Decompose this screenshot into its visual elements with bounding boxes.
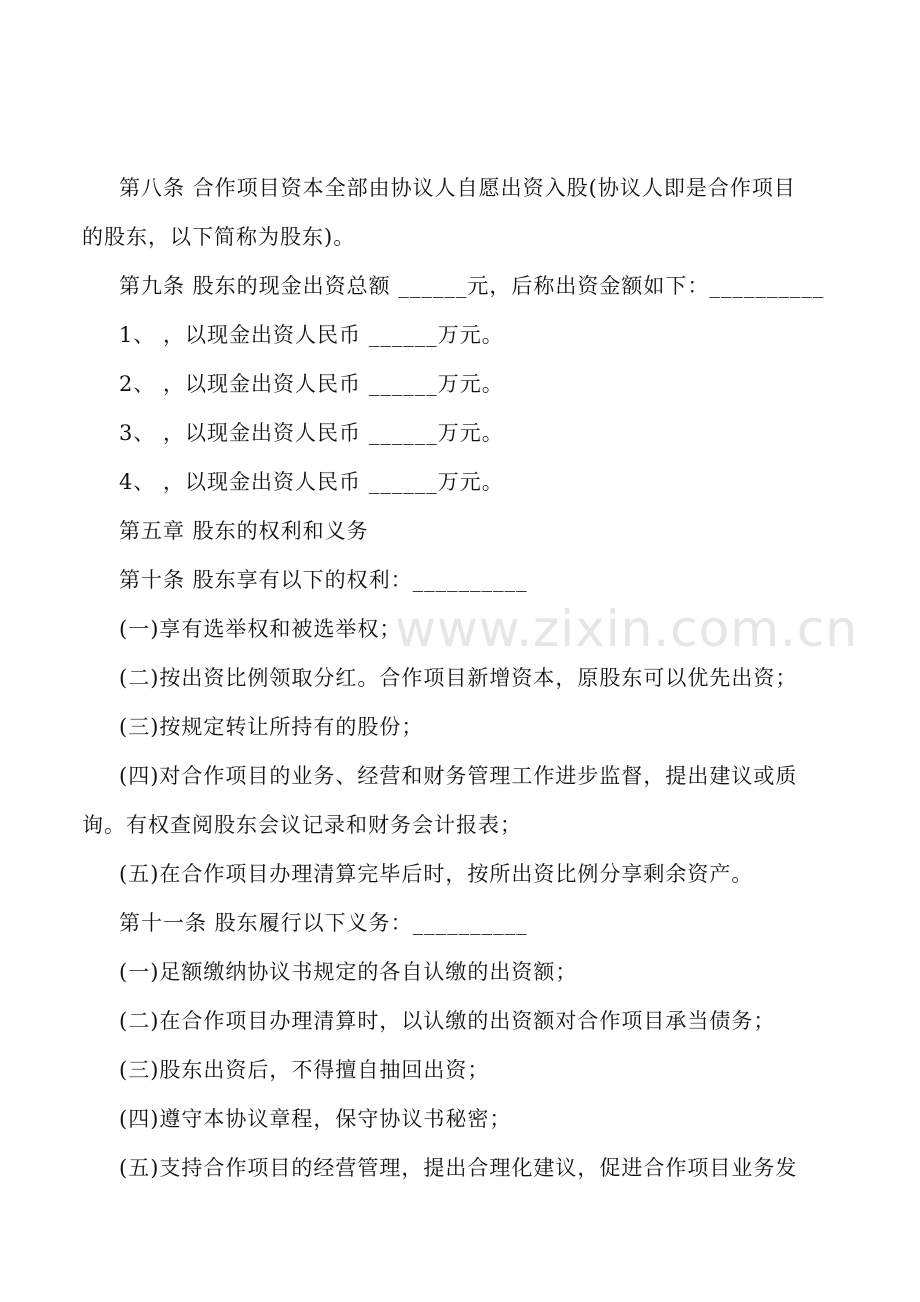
right-item-2: (二)按出资比例领取分红。合作项目新增资本，原股东可以优先出资；: [119, 666, 798, 690]
duty-item-4: (四)遵守本协议章程，保守协议书秘密；: [119, 1107, 512, 1131]
watermark-text: www.zixin.com.cn: [395, 600, 859, 658]
duty-item-2: (二)在合作项目办理清算时，以认缴的出资额对合作项目承当债务；: [119, 1009, 776, 1033]
right-item-4-line-2: 询。有权查阅股东会议记录和财务会计报表；: [82, 813, 522, 837]
article-9: 第九条 股东的现金出资总额 ______元，后称出资金额如下：__________: [119, 274, 825, 298]
right-item-4-line-1: (四)对合作项目的业务、经营和财务管理工作进步监督，提出建议或质: [119, 764, 798, 788]
duty-item-5: (五)支持合作项目的经营管理，提出合理化建议，促进合作项目业务发: [119, 1156, 798, 1180]
right-item-1: (一)享有选举权和被选举权；: [119, 617, 402, 641]
right-item-5: (五)在合作项目办理清算完毕后时，按所出资比例分享剩余资产。: [119, 862, 754, 886]
article-8-line-1: 第八条 合作项目资本全部由协议人自愿出资入股(协议人即是合作项目: [119, 176, 796, 200]
article-10: 第十条 股东享有以下的权利：__________: [119, 568, 528, 592]
article-11: 第十一条 股东履行以下义务：__________: [119, 911, 528, 935]
document-body: [82, 168, 842, 1197]
right-item-3: (三)按规定转让所持有的股份；: [119, 715, 424, 739]
duty-item-3: (三)股东出资后，不得擅自抽回出资；: [119, 1058, 490, 1082]
contribution-item-4: 4、 ，以现金出资人民币 ______万元。: [119, 470, 504, 494]
chapter-5-heading: 第五章 股东的权利和义务: [119, 519, 369, 543]
duty-item-1: (一)足额缴纳协议书规定的各自认缴的出资额；: [119, 960, 578, 984]
contribution-item-2: 2、 ，以现金出资人民币 ______万元。: [119, 372, 504, 396]
contribution-item-3: 3、 ，以现金出资人民币 ______万元。: [119, 421, 504, 445]
contribution-item-1: 1、 ，以现金出资人民币 ______万元。: [119, 323, 504, 347]
article-8-line-2: 的股东，以下简称为股东)。: [82, 225, 356, 249]
